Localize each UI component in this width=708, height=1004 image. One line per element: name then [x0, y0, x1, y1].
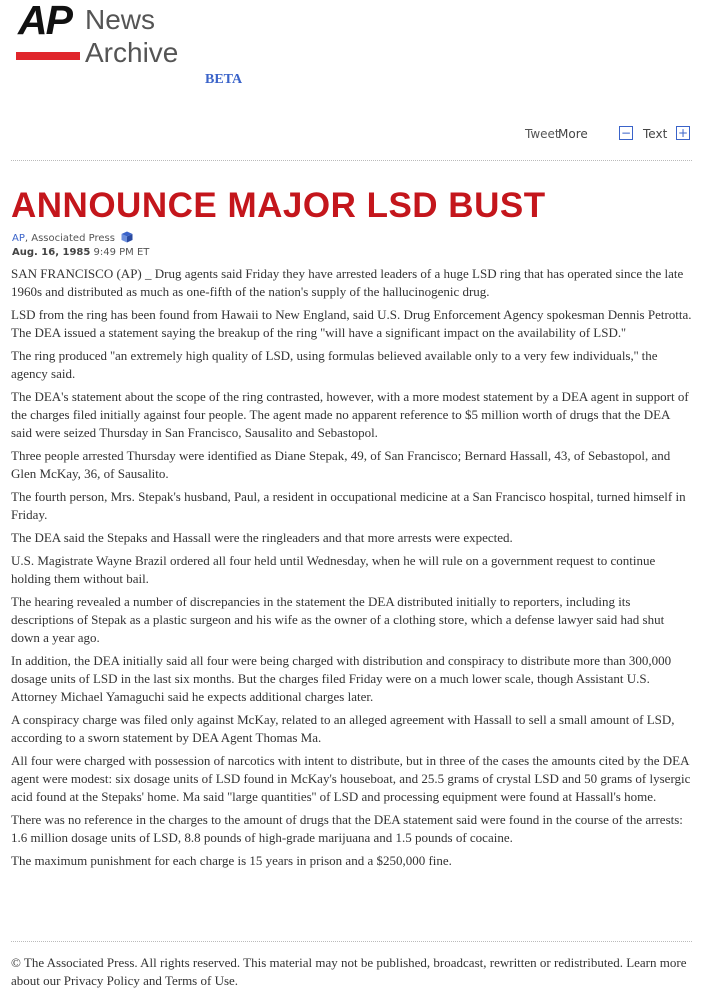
tweet-button[interactable]: Tweet: [525, 127, 560, 141]
article-paragraph: SAN FRANCISCO (AP) _ Drug agents said Friday they have arrested leaders of a huge LSD ring that has operated since the late 1960s and distributed as much as one-fifth of the nation's supply of the hallucinogenic drug.: [11, 266, 684, 299]
dateline: [12, 247, 149, 258]
article-paragraph: A conspiracy charge was filed only against McKay, related to an alleged agreement with Hassall to sell a small amount of LSD, according to a sworn statement by DEA Agent Thomas Ma.: [11, 712, 675, 745]
divider-bottom: [11, 941, 692, 942]
article-paragraph: The DEA said the Stepaks and Hassall were the ringleaders and that more arrests were expected.: [11, 530, 513, 545]
ap-logo-mark: AP: [18, 0, 71, 43]
article-toolbar: [0, 125, 708, 145]
byline-source-link[interactable]: AP: [12, 233, 25, 244]
text-size-label: Text: [643, 127, 668, 141]
ap-logo-bar: [16, 52, 80, 60]
article-body: [11, 265, 693, 875]
logo-title: [85, 3, 178, 69]
article-paragraph: The DEA's statement about the scope of the ring contrasted, however, with a more modest statement by a DEA agent in support of the charges filed initially against four people. The agent made no apparent reference to $5 million worth of drugs that the DEA said were seized Thursday in San Francisco, Sausalito and Sebastopol.: [11, 389, 689, 440]
plus-icon[interactable]: +: [677, 126, 689, 140]
byline-org: , Associated Press: [24, 233, 115, 244]
article-paragraph: Three people arrested Thursday were identified as Diane Stepak, 49, of San Francisco; Bernard Hassall, 43, of Sebastopol, and Glen McKay, 36, of Sausalito.: [11, 448, 671, 481]
article-paragraph: LSD from the ring has been found from Hawaii to New England, said U.S. Drug Enforcement Agency spokesman Dennis Petrotta. The DEA issued a statement saying the breakup of the ring ''will have a significant impact on the availability of LSD.'': [11, 307, 692, 340]
article-paragraph: There was no reference in the charges to the amount of drugs that the DEA statement said were found in the course of the arrests: 1.6 million dosage units of LSD, 8.8 pounds of high-grade marijuana and 1.5 pounds of cocaine.: [11, 812, 683, 845]
share-icon[interactable]: [121, 231, 133, 243]
divider-top: [11, 160, 692, 161]
article-paragraph: In addition, the DEA initially said all four were being charged with distribution and conspiracy to distribute more than 300,000 dosage units of LSD in the last six months. But the charges filed Friday were on a much lower scale, though Assistant U.S. Attorney Michael Yamaguchi said he expects additional charges later.: [11, 653, 672, 704]
article-paragraph: All four were charged with possession of narcotics with intent to distribute, but in three of the cases the amounts cited by the DEA agent were modest: six dosage units of LSD found in McKay's houseboat, and 25.5 grams of crystal LSD and 50 grams of lysergic acid found at the Stepaks' home. Ma said ''large quantities'' of LSD and processing equipment were found at Hassall's home.: [11, 753, 691, 804]
article-paragraph: The ring produced ''an extremely high quality of LSD, using formulas believed available only to a very few individuals,'' the agency said.: [11, 348, 658, 381]
byline: [12, 231, 133, 244]
beta-badge: BETA: [205, 72, 243, 87]
ap-news-archive-logo[interactable]: [14, 0, 214, 70]
copyright-notice: © The Associated Press. All rights reserved. This material may not be published, broadcast, rewritten or redistributed. Learn more about our Privacy Policy and Terms of Use.: [11, 955, 687, 988]
logo-line-news: News: [85, 4, 156, 35]
article-paragraph: The hearing revealed a number of discrepancies in the statement the DEA distributed initially to reporters, including its descriptions of Stepak as a plastic surgeon and his wife as the owner of a clothing store, which a defense lawyer said had shut down a year ago.: [11, 594, 665, 645]
article-headline: ANNOUNCE MAJOR LSD BUST: [11, 186, 546, 225]
article-paragraph: The maximum punishment for each charge is 15 years in prison and a $250,000 fine.: [11, 853, 452, 868]
more-share-button[interactable]: More: [558, 127, 588, 141]
article-time: 9:49 PM ET: [93, 247, 150, 258]
article-paragraph: U.S. Magistrate Wayne Brazil ordered all four held until Wednesday, when he will rule on a government request to continue holding them without bail.: [11, 553, 656, 586]
minus-icon[interactable]: −: [620, 126, 632, 140]
article-paragraph: The fourth person, Mrs. Stepak's husband, Paul, a resident in occupational medicine at a San Francisco hospital, turned himself in Friday.: [11, 489, 686, 522]
article-date: Aug. 16, 1985: [12, 247, 91, 258]
logo-line-archive: Archive: [85, 37, 179, 68]
